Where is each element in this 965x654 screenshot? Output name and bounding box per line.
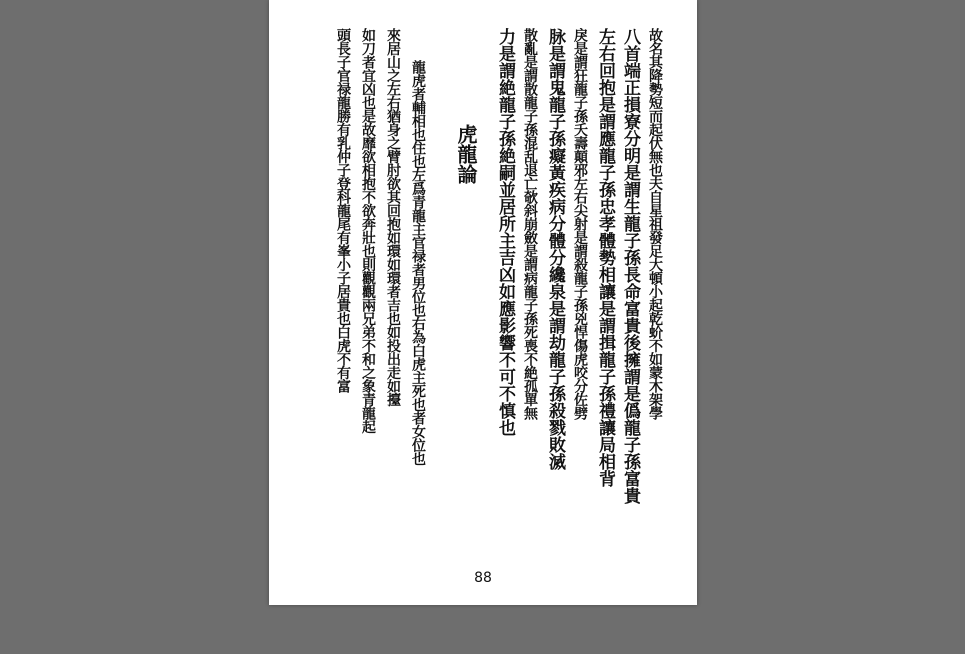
text-column-3: 左右回抱是謂應龍子孫忠孝體勢相讓是謂揖龍子孫禮讓局相背 (595, 28, 615, 487)
text-column-2: 八首端正損寮分明是謂生龍子孫長命富貴後擁謂是僞龍子孫富貴 (620, 28, 640, 504)
text-column-1: 故名其降勢短而起伏無也夫自星祖發足大頓小起乾蚧不如蒙木架學 (647, 28, 663, 420)
text-column-5: 脉是謂鬼龍子孫癡黃疾病分體分纔泉是謂劫龍子孫殺戮敗滅 (545, 28, 565, 470)
text-column-4: 戾是謂狂龍子孫夭壽顛邪左右尖射是謂殺龍子孫兇悍傷虎咬分佐劈 (572, 28, 588, 420)
section-heading: 虎龍論 (454, 124, 478, 184)
text-column-9: 來居山之左右猶身之臂肘欲其回抱如環如環者吉也如投出走如擡 (385, 28, 401, 406)
text-column-10: 如刀者宜凶也是故靡欲相抱不欲奔壯也則觀觀兩兄弟不和之象青龍起 (360, 28, 376, 433)
text-column-6: 散亂是謂散龍子孫混乱退亡欹斜崩斂是謂病龍子孫死喪不絶孤單無 (522, 28, 538, 420)
manuscript-text (319, 28, 667, 564)
page-number: 88 (474, 570, 492, 586)
document-page (269, 0, 697, 605)
text-column-11: 頭長子官禄龍勝有乳仲子登科龍尾有峯小子居貴也白虎不有富 (335, 28, 351, 393)
text-column-7: 力是謂絶龍子孫絶嗣並居所主吉凶如應影響不可不慎也 (495, 28, 515, 436)
text-column-8: 龍虎者輔相也住也左爲青龍主官禄者男位也右為白虎主死也者女位也 (410, 60, 426, 465)
